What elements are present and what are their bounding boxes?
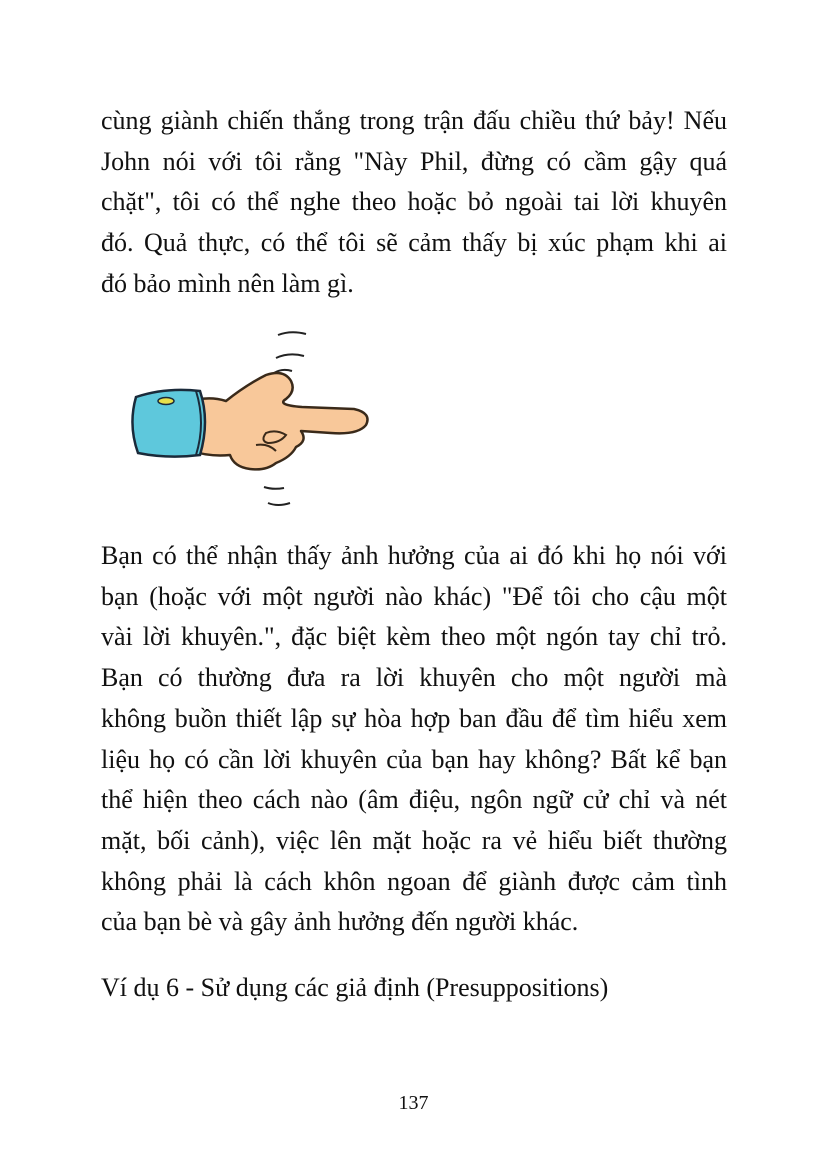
- page-number: 137: [398, 1092, 429, 1114]
- text-line: của bạn bè và gây ảnh hưởng đến người khác.: [101, 907, 579, 937]
- text-line: đó bảo mình nên làm gì.: [101, 268, 354, 298]
- text-line: Bạn có thường đưa ra lời khuyên cho một người mà: [101, 663, 727, 693]
- text-line: John nói với tôi rằng "Này Phil, đừng có cầm gậy quá: [101, 146, 727, 176]
- text-line: thể hiện theo cách nào (âm điệu, ngôn ngữ cử chỉ và nét: [101, 785, 727, 815]
- text-line: đó. Quả thực, có thể tôi sẽ cảm thấy bị xúc phạm khi ai: [101, 228, 727, 258]
- text-line: mặt, bối cảnh), việc lên mặt hoặc ra vẻ hiểu biết thường: [101, 825, 727, 855]
- pointing-hand-icon: [126, 325, 376, 520]
- text-line: Bạn có thể nhận thấy ảnh hưởng của ai đó khi họ nói với: [101, 541, 727, 570]
- text-line: bạn (hoặc với một người nào khác) "Để tôi cho cậu một: [101, 581, 727, 611]
- text-line: không buồn thiết lập sự hòa hợp ban đầu để tìm hiểu xem: [101, 703, 727, 733]
- text-line: liệu họ có cần lời khuyên của bạn hay không? Bất kể bạn: [101, 744, 727, 774]
- text-line: cùng giành chiến thắng trong trận đấu chiều thứ bảy! Nếu: [101, 106, 727, 135]
- text-line: không phải là cách khôn ngoan để giành được cảm tình: [101, 866, 727, 896]
- text-line: vài lời khuyên.", đặc biệt kèm theo một ngón tay chỉ trỏ.: [101, 622, 727, 652]
- pointing-hand-drawing: [126, 325, 376, 520]
- paragraph-2: [101, 536, 727, 943]
- paragraph-1: [101, 101, 727, 305]
- section-heading: Ví dụ 6 - Sử dụng các giả định (Presuppositions): [101, 973, 609, 1002]
- text-line: chặt", tôi có thể nghe theo hoặc bỏ ngoài tai lời khuyên: [101, 187, 727, 217]
